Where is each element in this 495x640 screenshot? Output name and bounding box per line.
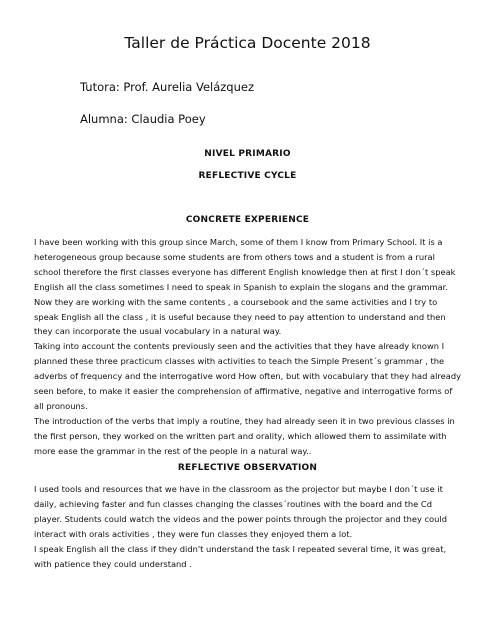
paragraph: Taking into account the contents previously seen and the activities that they have already known I planned these three practicum classes with activities to teach the Simple Present´s grammar , the adverbs of frequency and the interrogative word How often, but with vocabulary that they had already seen before, to make it easier the comprehension of affirmative, negative and interrogative forms of all pronouns. <box>34 341 461 411</box>
concrete-experience-heading: CONCRETE EXPERIENCE <box>185 215 310 225</box>
cycle-heading: REFLECTIVE CYCLE <box>198 171 297 181</box>
reflective-observation-heading: REFLECTIVE OBSERVATION <box>177 463 318 473</box>
paragraph: I have been working with this group since March, some of them I know from Primary School. It is a heterogeneous group because some students are from others tows and a student is from a rural school therefore the first classes everyone has different English knowledge then at first I don´t speak English all the class sometimes I need to speak in Spanish to explain the slogans and the grammar. Now they are working with the same contents , a coursebook and the same activities and I try to speak English all the class , it is useful because they need to pay attention to understand and then they can incorporate the usual vocabulary in a natural way. <box>34 237 456 337</box>
document-title: Taller de Práctica Docente 2018 <box>124 34 371 52</box>
reflective-observation-body <box>34 482 462 571</box>
concrete-experience-body <box>34 235 462 459</box>
alumna-line: Alumna: Claudia Poey <box>80 112 206 126</box>
tutora-line: Tutora: Prof. Aurelia Velázquez <box>80 80 255 94</box>
level-heading: NIVEL PRIMARIO <box>204 149 291 159</box>
paragraph: The introduction of the verbs that imply a routine, they had already seen it in two previous classes in the first person, they worked on the written part and orality, which allowed them to assimilate with more ease the grammar in the rest of the people in a natural way.. <box>34 415 455 456</box>
paragraph: I used tools and resources that we have in the classroom as the projector but maybe I don´t use it daily, achieving faster and fun classes changing the classes´routines with the board and the Cd player. Students could watch the videos and the power points through the projector and they could interact with orals activities , they were fun classes they enjoyed them a lot. <box>34 484 447 539</box>
paragraph: I speak English all the class if they didn't understand the task I repeated several time, it was great, with patience they could understand . <box>34 543 447 569</box>
